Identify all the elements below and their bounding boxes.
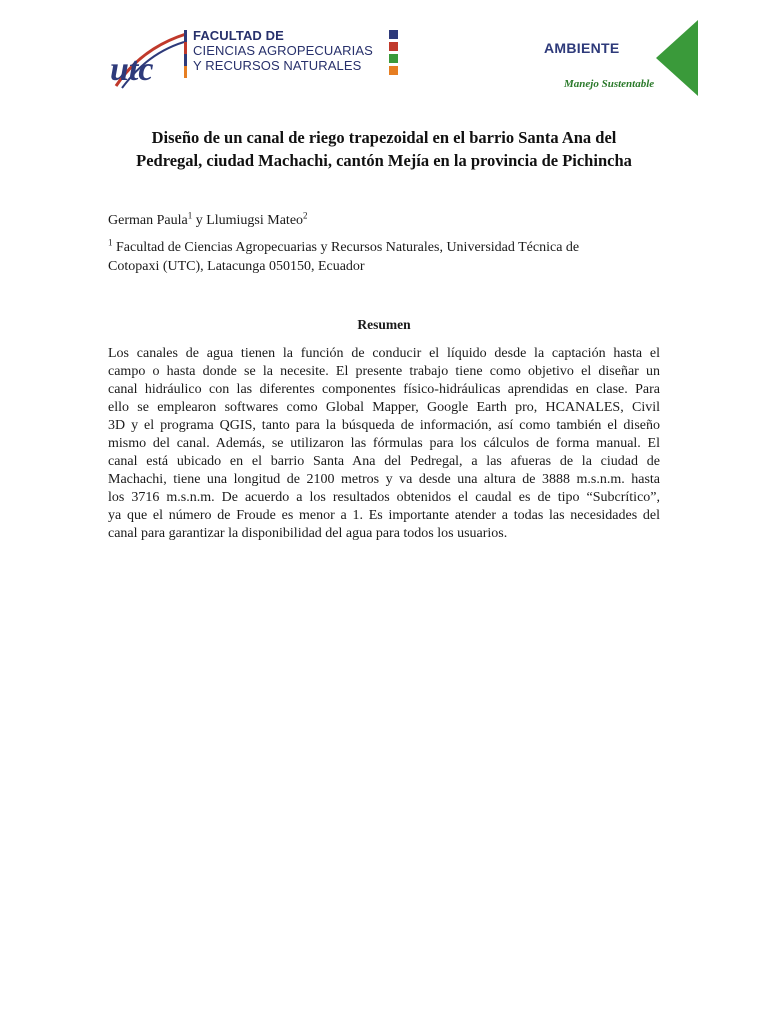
author-2-affiliation: 2: [303, 210, 308, 221]
author-joiner: y: [192, 213, 207, 228]
paper-title: [90, 126, 678, 172]
square-green: [389, 54, 398, 63]
logo-divider: [184, 30, 187, 78]
square-red: [389, 42, 398, 51]
author-1: German Paula: [108, 213, 188, 228]
abstract-line: canal hidráulico con las diferentes componentes físico-hidráulicas aprendidas en clase. Para: [108, 382, 660, 397]
affiliation-number: 1: [108, 237, 113, 248]
faculty-name: [193, 28, 393, 73]
affiliation-line-2: Cotopaxi (UTC), Latacunga 050150, Ecuador: [108, 259, 365, 274]
faculty-line-1: FACULTAD DE: [193, 28, 284, 43]
abstract-line: canal está ubicado en el barrio Santa Ana del Pedregal, a las afueras de la ciudad de: [108, 454, 660, 469]
author-list: [108, 211, 308, 231]
ambiente-title: AMBIENTE: [544, 40, 620, 56]
abstract-line: Los canales de agua tienen la función de conducir el líquido desde la captación hasta el: [108, 346, 660, 361]
abstract-heading: Resumen: [357, 317, 411, 332]
square-blue: [389, 30, 398, 39]
square-orange: [389, 66, 398, 75]
page-header: [0, 0, 768, 110]
ambiente-subtitle: Manejo Sustentable: [564, 78, 655, 90]
affiliation-line-1: Facultad de Ciencias Agropecuarias y Recursos Naturales, Universidad Técnica de: [112, 240, 580, 255]
author-1-affiliation: 1: [187, 210, 193, 221]
title-line-1: Diseño de un canal de riego trapezoidal en el barrio Santa Ana del: [151, 128, 617, 147]
abstract-line: los 3716 m.s.n.m. De acuerdo a los resultados obtenidos el caudal es de tipo “Subcrítico”,: [108, 490, 660, 505]
faculty-line-2: CIENCIAS AGROPECUARIAS: [193, 43, 373, 58]
abstract-line: ya que el número de Froude es menor a 1. Es importante atender a todas las necesidades del: [108, 508, 660, 523]
abstract-body: [108, 345, 660, 543]
affiliation: [108, 238, 668, 276]
abstract-line: ello se emplearon softwares como Global Mapper, Google Earth pro, HCANALES, Civil: [108, 400, 660, 415]
utc-logo: [108, 28, 190, 92]
abstract-line: canal para garantizar la disponibilidad del agua para todos los usuarios.: [108, 526, 508, 541]
color-squares: [389, 30, 399, 78]
title-line-2: Pedregal, ciudad Machachi, cantón Mejía en la provincia de Pichincha: [136, 151, 632, 170]
abstract-line: Machachi, tiene una longitud de 2100 metros y va desde una altura de 3888 m.s.n.m. hasta: [108, 472, 660, 487]
ambiente-logo: [520, 20, 698, 96]
faculty-line-3: Y RECURSOS NATURALES: [193, 58, 362, 73]
author-2: Llumiugsi Mateo: [206, 213, 304, 228]
abstract-line: 3D y el programa QGIS, tanto para la búsqueda de información, así como también el diseño: [108, 418, 660, 433]
green-triangle-icon: [656, 20, 698, 96]
abstract-line: campo o hasta donde se la necesite. El presente trabajo tiene como objetivo el diseñar un: [108, 364, 660, 379]
utc-logo-text: utc: [110, 51, 154, 88]
abstract-line: mismo del canal. Además, se utilizaron las fórmulas para los cálculos de forma manual. El: [108, 436, 660, 451]
